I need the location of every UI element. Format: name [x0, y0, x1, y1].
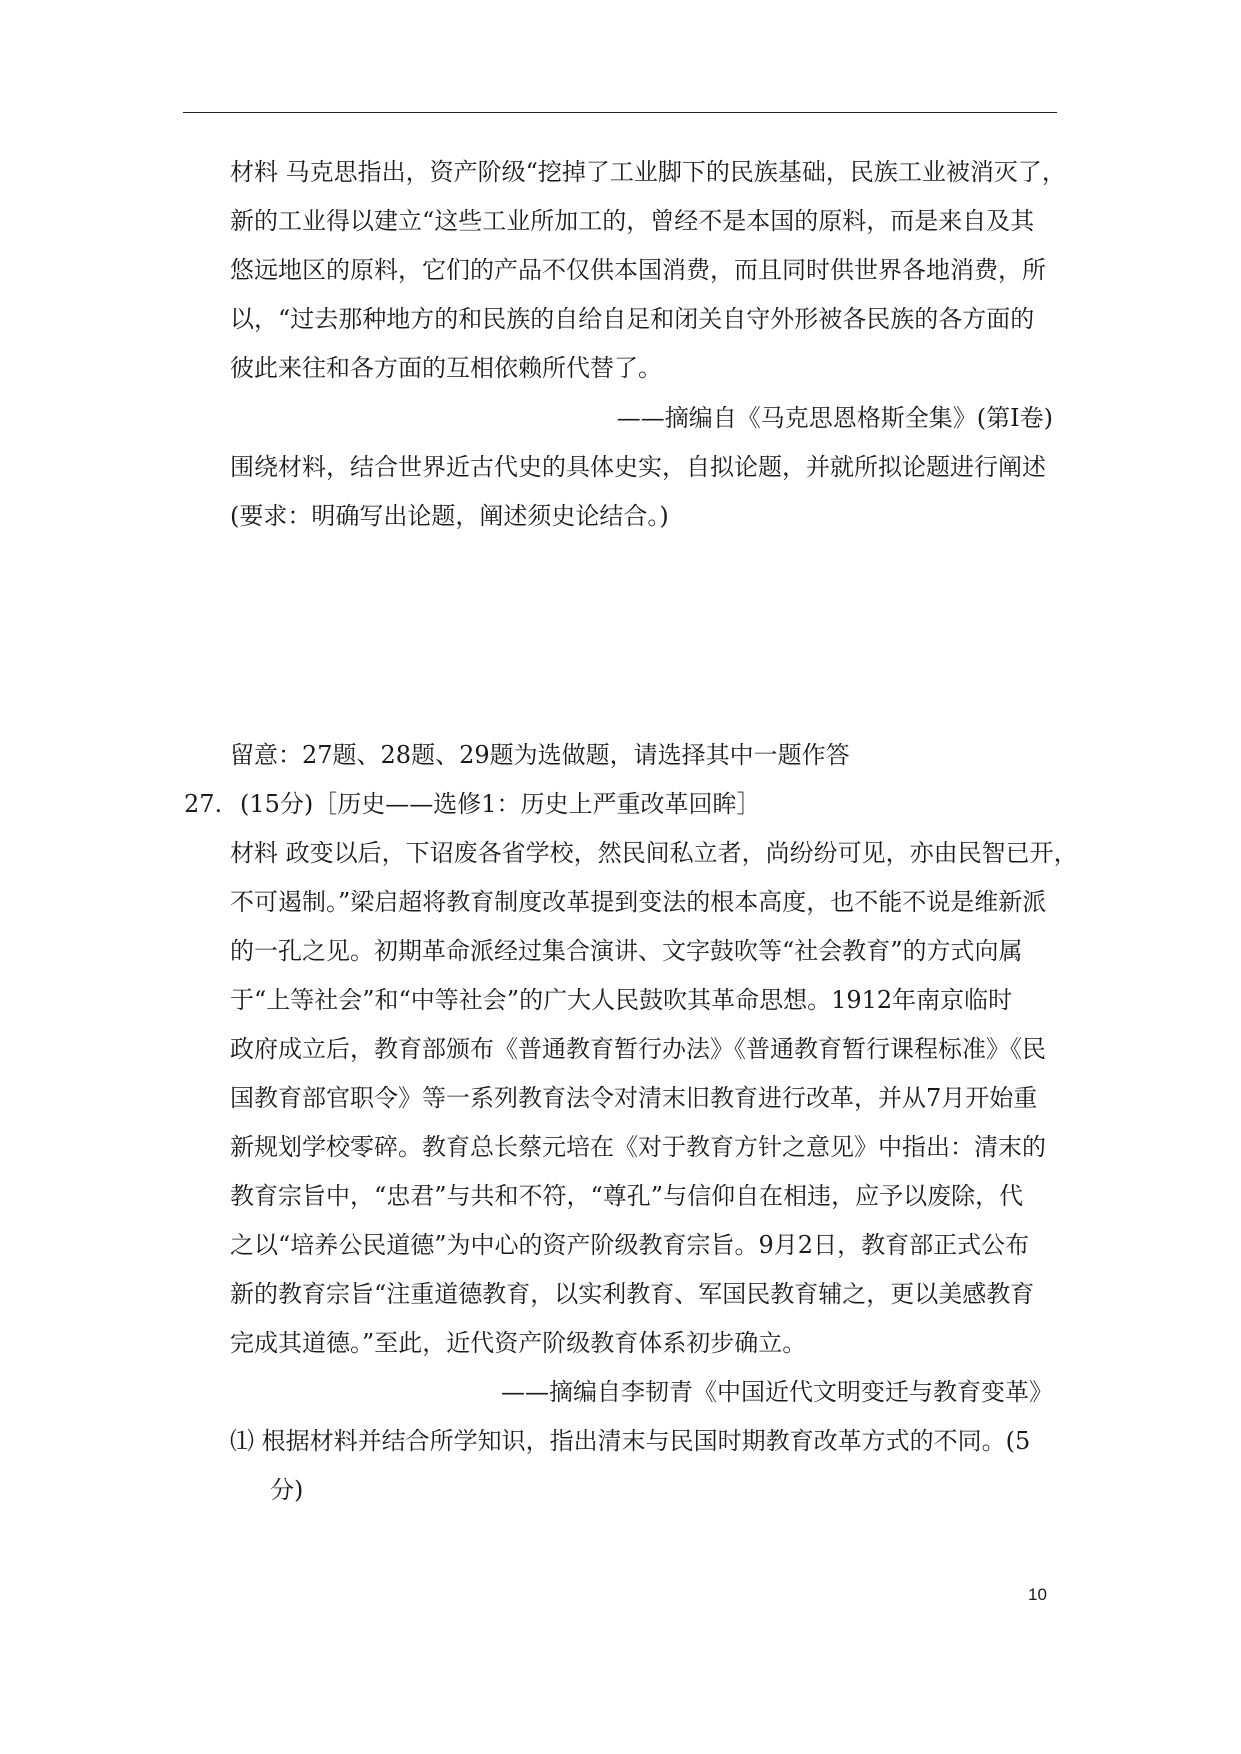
- q27-line-9: 之以“培养公民道德”为中心的资产阶级教育宗旨。9月2日，教育部正式公布: [230, 1231, 1030, 1259]
- material1-line-1: 材料 马克思指出，资产阶级“挖掉了工业脚下的民族基础，民族工业被消灭了，: [230, 158, 1066, 186]
- material1-question-line-2: (要求：明确写出论题，阐述须史论结合。): [230, 502, 669, 530]
- q27-line-8: 教育宗旨中，“忠君”与共和不符，“尊孔”与信仰自在相违，应予以废除，代: [230, 1182, 1024, 1210]
- elective-notice: 留意：27题、28题、29题为选做题，请选择其中一题作答: [230, 741, 850, 769]
- q27-line-1: 材料 政变以后，下诏废各省学校，然民间私立者，尚纷纷可见，亦由民智已开，: [230, 839, 1078, 867]
- q27-line-7: 新规划学校零碎。教育总长蔡元培在《对于教育方针之意见》中指出：清末的: [230, 1133, 1046, 1161]
- q27-subquestion-1-cont: 分): [270, 1476, 304, 1504]
- material1-line-4: 以，“过去那种地方的和民族的自给自足和闭关自守外形被各民族的各方面的: [230, 305, 1035, 333]
- question-27-header: (15分)［历史——选修1：历史上严重改革回眸］: [240, 790, 761, 818]
- q27-attribution: ——摘编自李韧青《中国近代文明变迁与教育变革》: [501, 1378, 1053, 1406]
- page-number: 10: [1028, 1585, 1047, 1604]
- question-27-number: 27.: [184, 790, 223, 818]
- material1-attribution: ——摘编自《马克思恩格斯全集》(第Ⅰ卷): [616, 404, 1053, 432]
- material1-line-2: 新的工业得以建立“这些工业所加工的，曾经不是本国的原料，而是来自及其: [230, 207, 1035, 235]
- header-rule: [183, 112, 1057, 113]
- q27-line-10: 新的教育宗旨“注重道德教育，以实利教育、军国民教育辅之，更以美感教育: [230, 1280, 1035, 1308]
- q27-line-3: 的一孔之见。初期革命派经过集合演讲、文字鼓吹等“社会教育”的方式向属: [230, 937, 1023, 965]
- q27-line-4: 于“上等社会”和“中等社会”的广大人民鼓吹其革命思想。1912年南京临时: [230, 986, 1013, 1014]
- material1-line-5: 彼此来往和各方面的互相依赖所代替了。: [230, 354, 662, 382]
- q27-line-11: 完成其道德。”至此，近代资产阶级教育体系初步确立。: [230, 1329, 807, 1357]
- q27-line-6: 国教育部官职令》等一系列教育法令对清末旧教育进行改革，并从7月开始重: [230, 1084, 1038, 1112]
- q27-line-2: 不可遏制。”梁启超将教育制度改革提到变法的根本高度，也不能不说是维新派: [230, 888, 1047, 916]
- q27-subquestion-1: ⑴ 根据材料并结合所学知识，指出清末与民国时期教育改革方式的不同。(5: [230, 1427, 1031, 1455]
- q27-line-5: 政府成立后，教育部颁布《普通教育暂行办法》《普通教育暂行课程标准》《民: [230, 1035, 1046, 1063]
- material1-line-3: 悠远地区的原料，它们的产品不仅供本国消费，而且同时供世界各地消费，所: [230, 256, 1046, 284]
- material1-question-line-1: 围绕材料，结合世界近古代史的具体史实，自拟论题，并就所拟论题进行阐述: [230, 453, 1046, 481]
